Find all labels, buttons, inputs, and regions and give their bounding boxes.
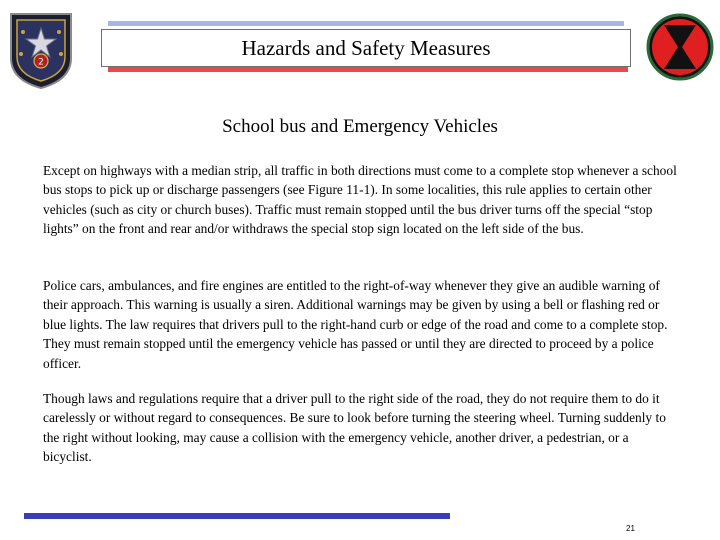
paragraph-emergency-vehicles: Police cars, ambulances, and fire engines are entitled to the right-of-way whenever they give an audible warning of their approach. This warning is usually a siren. Additional warnings may be given by using a bell or flashing red or blue lights. The law requires that drivers pull to the right-hand curb or edge of the road and come to a complete stop. They must remain stopped until the emergency vehicle has passed or until they are directed to proceed by a police officer. [43, 278, 668, 371]
hourglass-division-patch-icon [646, 13, 714, 81]
header-top-rule [108, 21, 624, 26]
military-police-crest-icon [7, 8, 75, 90]
paragraph-school-bus: Except on highways with a median strip, all traffic in both directions must come to a complete stop whenever a school bus stops to pick up or discharge passengers (see Figure 11-1). In some localities, this rule applies to certain other vehicles (such as city or church buses). Traffic must remain stopped until the bus driver turns off the special “stop lights” on the front and rear and/or withdraws the special stop sign located on the left side of the bus. [43, 163, 677, 237]
footer-rule [24, 513, 450, 519]
section-heading: School bus and Emergency Vehicles [222, 116, 498, 137]
svg-text:2: 2 [38, 57, 44, 68]
page-number: 21 [626, 524, 635, 533]
slide-title-box [101, 29, 631, 67]
paragraph-pulling-over: Though laws and regulations require that a driver pull to the right side of the road, they do not require them to do it carelessly or without regard to consequences. Be sure to look before turning the steering wheel. Turning suddenly to the right without looking, may cause a collision with the emergency vehicle, another driver, a pedestrian, or a bicyclist. [43, 391, 666, 465]
header-bottom-rule [108, 67, 628, 72]
slide-title: Hazards and Safety Measures [241, 35, 491, 60]
